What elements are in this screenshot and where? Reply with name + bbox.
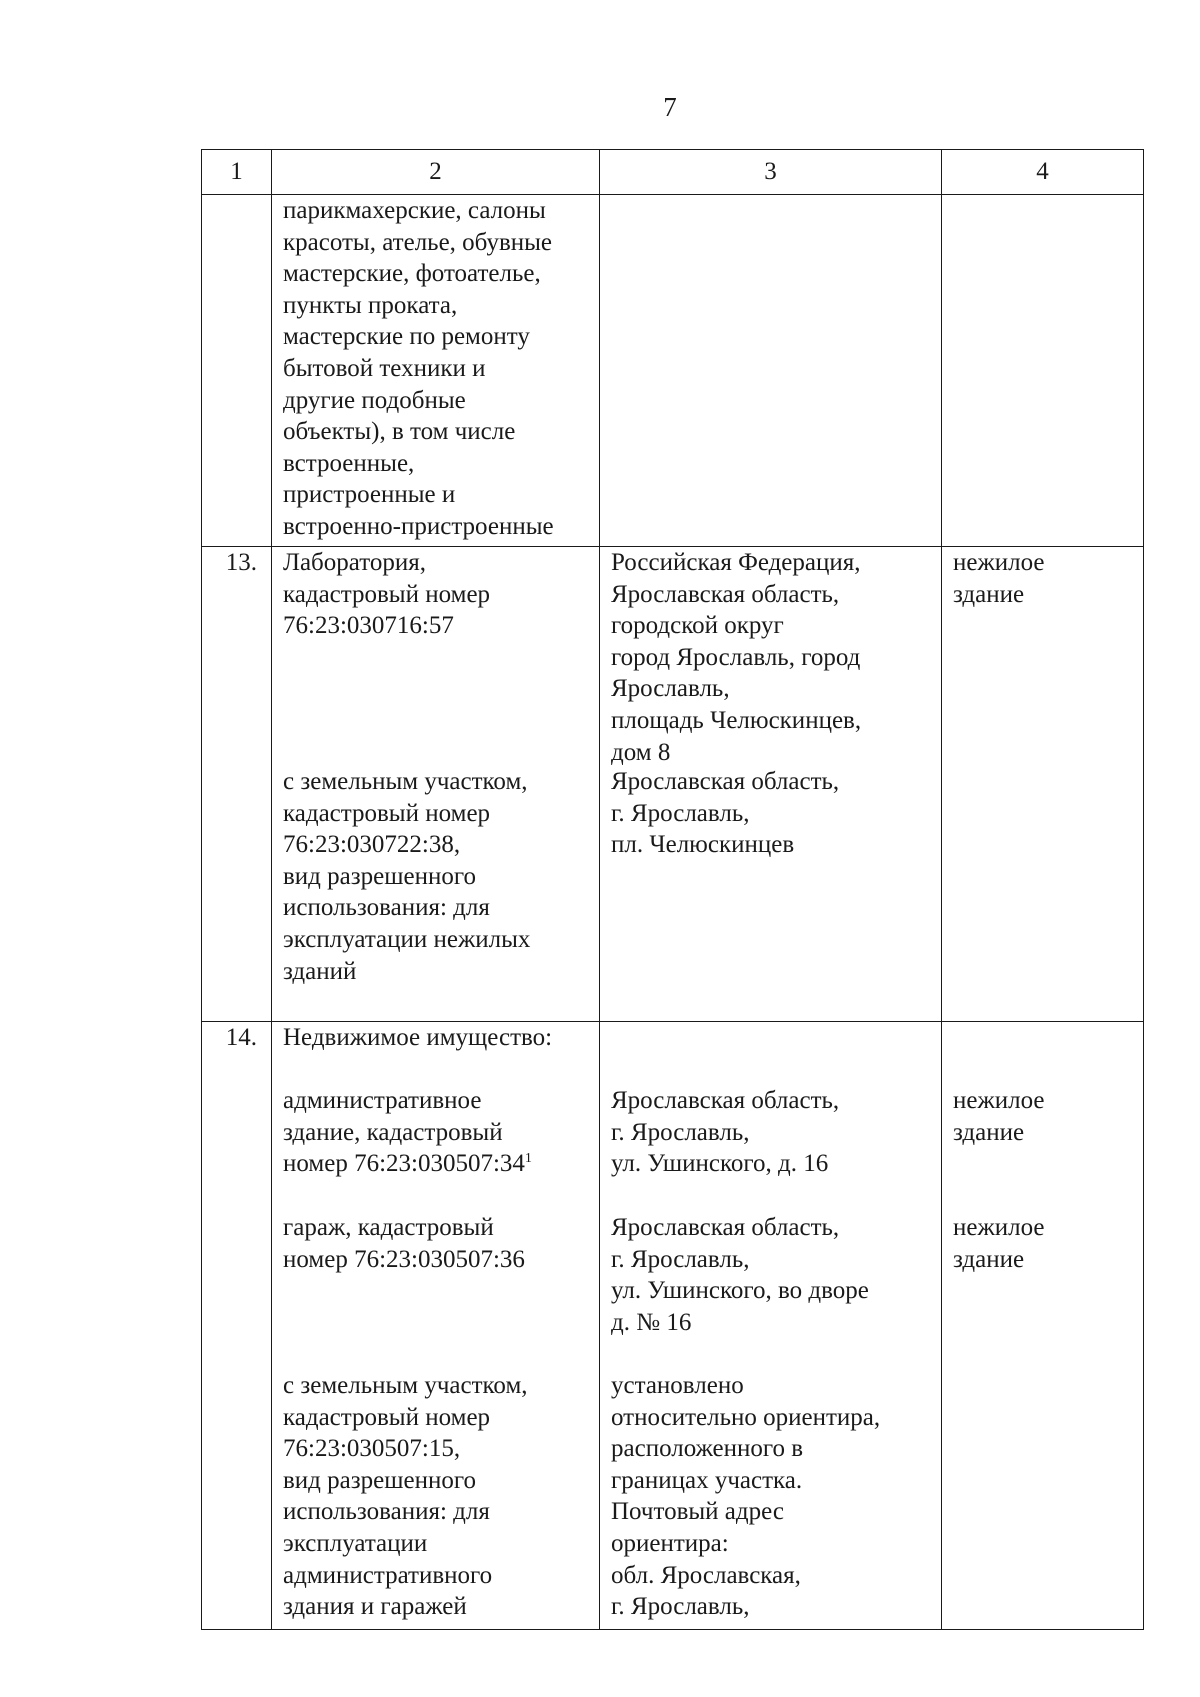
footnote-mark: 1 xyxy=(524,1151,532,1167)
row14-type-spacer xyxy=(942,1022,1143,1085)
page-number: 7 xyxy=(663,92,677,122)
row14-admin-building-type: нежилое здание xyxy=(953,1087,1045,1146)
row13-building-description: Лаборатория, кадастровый номер 76:23:030716:57 xyxy=(283,549,491,640)
continuation-address-cell xyxy=(600,195,942,547)
row14-type-cell xyxy=(942,1022,1144,1630)
continuation-description-text: парикмахерские, салоны красоты, ателье, обувные мастерские, фотоателье, пункты проката, мастерские по ремонту бытовой техники и другие подобные объекты), в том числе встроенные, пристроенные и встроенно-пристроенные xyxy=(283,197,554,540)
row14-admin-building-address: Ярославская область, г. Ярославль, ул. Ушинского, д. 16 xyxy=(611,1087,840,1178)
continuation-num-cell xyxy=(202,195,272,547)
continuation-description-cell xyxy=(272,195,600,547)
row14-land-description: с земельным участком, кадастровый номер 76:23:030507:15, вид разрешенного использования: для эксплуатации административного здания и гаражей xyxy=(283,1372,528,1621)
row13-building-address: Российская Федерация, Ярославская область, городской округ город Ярославль, город Ярославль, площадь Челюскинцев, дом 8 xyxy=(611,549,862,766)
row14-description-cell xyxy=(272,1022,600,1630)
row14-number: 14. xyxy=(225,1024,257,1051)
row14-garage-type: нежилое здание xyxy=(953,1214,1045,1273)
row14-intro: Недвижимое имущество: xyxy=(283,1024,553,1051)
table-row-14 xyxy=(202,1022,1144,1630)
continuation-type-cell xyxy=(942,195,1144,547)
table-header-row xyxy=(202,150,1144,195)
row13-description-cell xyxy=(272,547,600,1022)
table-row-13 xyxy=(202,547,1144,1022)
row13-building-type: нежилое здание xyxy=(953,549,1045,608)
row13-land-description: с земельным участком, кадастровый номер 76:23:030722:38, вид разрешенного использования: для эксплуатации нежилых зданий xyxy=(283,768,531,985)
header-col-3: 3 xyxy=(600,150,942,195)
property-table xyxy=(201,149,1144,1630)
row14-address-cell xyxy=(600,1022,942,1630)
row13-type-cell xyxy=(942,547,1144,1022)
header-col-2: 2 xyxy=(272,150,600,195)
row13-address-cell xyxy=(600,547,942,1022)
header-col-4: 4 xyxy=(942,150,1144,195)
row13-num-cell xyxy=(202,547,272,1022)
row14-garage-description: гараж, кадастровый номер 76:23:030507:36 xyxy=(283,1214,525,1273)
row14-intro-spacer xyxy=(600,1022,941,1085)
row14-num-cell xyxy=(202,1022,272,1630)
table-row-continuation xyxy=(202,195,1144,547)
row14-admin-building-description: административное здание, кадастровый номер $76:23:030507:34^1$ xyxy=(283,1087,532,1178)
row13-land-address: Ярославская область, г. Ярославль, пл. Челюскинцев xyxy=(611,768,840,859)
row14-garage-address: Ярославская область, г. Ярославль, ул. Ушинского, во дворе д. № 16 xyxy=(611,1214,869,1336)
row13-number: 13. xyxy=(225,549,257,576)
header-col-1: 1 xyxy=(202,150,272,195)
row14-land-address: установлено относительно ориентира, расположенного в границах участка. Почтовый адрес ориентира: обл. Ярославская, г. Ярославль, xyxy=(611,1372,881,1621)
